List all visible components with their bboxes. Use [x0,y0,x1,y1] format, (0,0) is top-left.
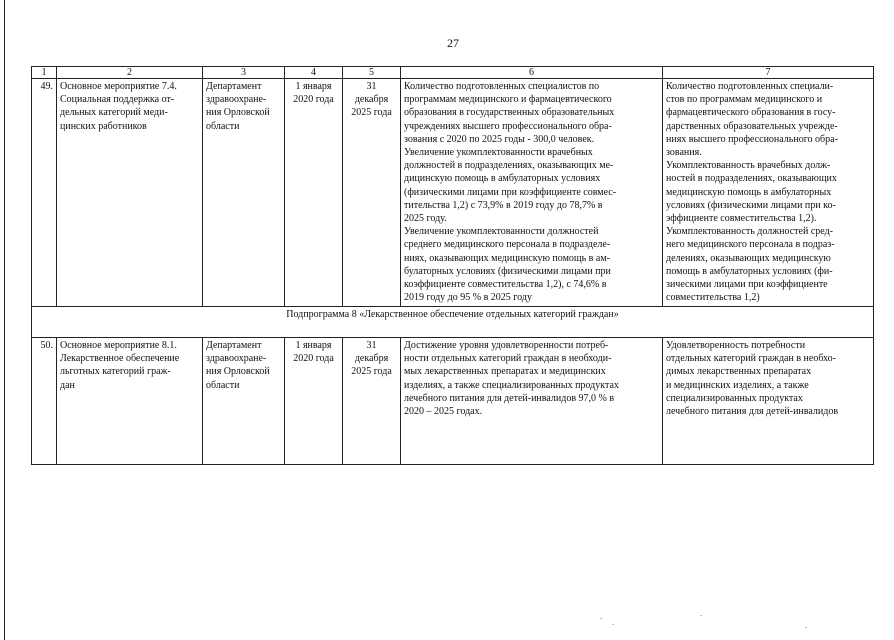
program-activities-table [31,66,874,465]
text-line: изделиях, а также специализированных продуктах [404,379,619,391]
column-header: 7 [663,67,874,79]
text-line: тительства 1,2) с 73,9% в 2019 году до 78,7% в [404,199,603,211]
activity-cell [57,338,203,465]
text-line: зования с 2020 по 2025 годы - 300,0 человек. [404,133,595,145]
executor-cell [203,338,285,465]
text-line: 2025 года [351,366,392,378]
text-line: 2025 году. [404,213,447,225]
text-line: среднего медицинского персонала в подразделе- [404,239,611,251]
subprogram-title: Подпрограмма 8 «Лекарственное обеспечение отдельных категорий граждан» [32,307,874,338]
row-number: 50. [32,338,57,465]
start-date-cell [285,79,343,307]
activity-cell [57,79,203,307]
text-line: здравоохране- [206,353,267,365]
text-line: эффициенте совместительства 1,2). [666,213,817,225]
text-line: дельных категорий меди- [60,107,168,119]
column-header: 3 [203,67,285,79]
text-line: лечебного питания для детей-инвалидов [666,406,839,418]
end-date-cell [343,79,401,307]
text-line: 1 января [295,81,332,92]
text-line: образования в государственных образовательных [404,107,615,119]
text-line: Основное мероприятие 7.4. [60,81,177,92]
text-line: Укомплектованность должностей сред- [666,226,834,238]
text-line: 2020 года [293,94,334,106]
text-line: ния Орловской [206,366,270,378]
scan-speck [612,624,614,625]
scan-speck [700,615,702,616]
left-margin-rule [4,0,5,640]
indicators-cell [663,79,874,307]
text-line: помощь в амбулаторных условиях (фи- [666,265,833,277]
text-line: программам медицинского и фармацевтического [404,94,612,106]
text-line: мых лекарственных препаратах и медицинских [404,366,606,378]
text-line: льготных категорий граж- [60,366,171,378]
column-header: 4 [285,67,343,79]
table-row [32,338,874,465]
text-line: Департамент [206,340,262,351]
text-line: ниях, оказывающих медицинскую помощь в ам- [404,252,610,264]
text-line: цинских работников [60,120,147,132]
column-header: 6 [401,67,663,79]
text-line: зическими лицами при коэффициенте [666,279,828,291]
text-line: 2019 году до 95 % в 2025 году [404,292,532,304]
text-line: 31 [366,81,377,92]
expected-result-cell [401,79,663,307]
text-line: должностей в подразделениях, оказывающих ме- [404,160,614,172]
text-line: коэффициенте совместительства 1,2), с 74,6% в [404,279,607,291]
text-line: Количество подготовленных специалистов по [404,81,600,92]
text-line: дицинскую помощь в амбулаторных условиях [404,173,601,185]
text-line: Укомплектованность врачебных долж- [666,160,831,172]
text-line: булаторных условиях (физическими лицами при [404,265,611,277]
text-line: условиях (физическими лицами при ко- [666,199,836,211]
start-date-cell [285,338,343,465]
text-line: Достижение уровня удовлетворенности потреб- [404,340,609,351]
text-line: Основное мероприятие 8.1. [60,340,177,351]
subprogram-row [32,307,874,338]
text-line: медицинскую помощь в амбулаторных [666,186,832,198]
expected-result-cell [401,338,663,465]
text-line: Удовлетворенность потребности [666,340,806,351]
text-line: 2020 года [293,353,334,365]
text-line: 2025 года [351,107,392,119]
text-line: Увеличение укомплектованности врачебных [404,147,593,159]
scan-speck [600,618,602,619]
page-number: 27 [447,36,459,50]
text-line: лечебного питания для детей-инвалидов 97,0 % в [404,392,615,404]
indicators-cell [663,338,874,465]
text-line: здравоохране- [206,94,267,106]
text-line: димых лекарственных препаратах [666,366,812,378]
text-line: отдельных категорий граждан в необхо- [666,353,836,365]
text-line: ностей в подразделениях, оказывающих [666,173,837,185]
text-line: фармацевтического образования в госу- [666,107,836,119]
text-line: Социальная поддержка от- [60,94,175,106]
text-line: Департамент [206,81,262,92]
column-header: 1 [32,67,57,79]
text-line: ния Орловской [206,107,270,119]
text-line: делениях, оказывающих медицинскую [666,252,831,264]
text-line: (физическими лицами при коэффициенте совмес- [404,186,617,198]
text-line: области [206,379,240,391]
text-line: декабря [354,353,389,365]
column-header: 2 [57,67,203,79]
text-line: Увеличение укомплектованности должностей [404,226,599,238]
text-line: 1 января [295,340,332,351]
text-line: него медицинского персонала в подраз- [666,239,835,251]
end-date-cell [343,338,401,465]
text-line: и медицинских изделиях, а также [666,379,809,391]
text-line: Количество подготовленных специали- [666,81,834,92]
row-number: 49. [32,79,57,307]
text-line: зования. [666,147,702,159]
text-line: совместительства 1,2) [666,292,760,304]
text-line: Лекарственное обеспечение [60,353,180,365]
text-line: дан [60,379,75,391]
text-line: специализированных продуктах [666,392,803,404]
text-line: области [206,120,240,132]
text-line: дарственных образовательных учрежде- [666,120,838,132]
text-line: 31 [366,340,377,351]
column-header: 5 [343,67,401,79]
text-line: декабря [354,94,389,106]
text-line: ниях высшего профессионального обра- [666,133,838,145]
text-line: 2020 – 2025 годах. [404,406,483,418]
column-header-row [32,67,874,79]
text-line: учреждениях высшего профессионального обра- [404,120,612,132]
text-line: стов по программам медицинского и [666,94,823,106]
executor-cell [203,79,285,307]
scan-speck [805,627,807,628]
table-row [32,79,874,307]
text-line: ности отдельных категорий граждан в необходи- [404,353,612,365]
